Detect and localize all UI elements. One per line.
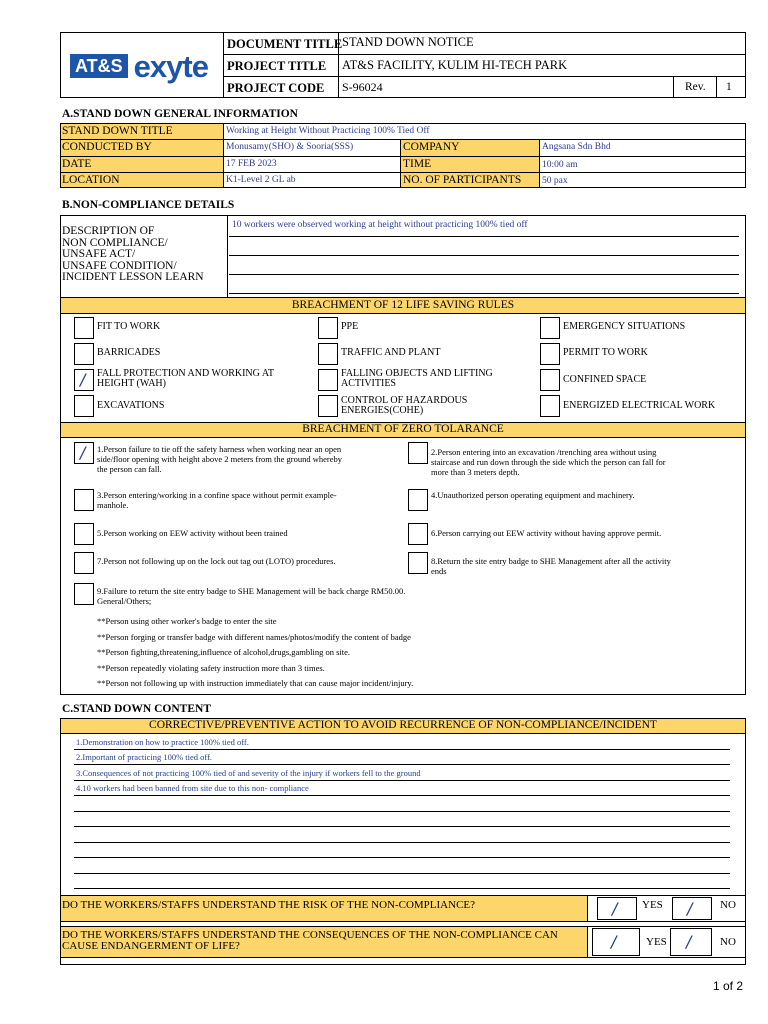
project-title-value: AT&S FACILITY, KULIM HI-TECH PARK — [342, 58, 568, 72]
company-value: Angsana Sdn Bhd — [542, 142, 611, 152]
action-item-4: 4.10 workers had been banned from site due to this non- compliance — [76, 783, 309, 793]
action-item-1: 1.Demonstration on how to practice 100% tied off. — [76, 737, 249, 747]
rule-label-excavations: EXCAVATIONS — [97, 400, 165, 411]
zero-item-9: 9.Failure to return the site entry badge to SHE Management will be back charge RM50.00. General/Others; — [97, 586, 406, 606]
q1-yes-label: YES — [642, 899, 663, 911]
zero-tolerance-header: BREACHMENT OF ZERO TOLARANCE — [302, 423, 504, 435]
action-item-2: 2.Important of practicing 100% tied off. — [76, 752, 213, 762]
zero-checkbox-9[interactable] — [74, 583, 94, 605]
rule-checkbox-falling-objects[interactable] — [318, 369, 338, 391]
rule-checkbox-eew[interactable] — [540, 395, 560, 417]
stand-down-title-label: STAND DOWN TITLE — [62, 125, 173, 137]
conducted-by-label: CONDUCTED BY — [62, 141, 152, 153]
zero-checkbox-3[interactable] — [74, 489, 94, 511]
rule-label-cohe: CONTROL OF HAZARDOUS ENERGIES(COHE) — [341, 395, 468, 416]
rule-checkbox-ppe[interactable] — [318, 317, 338, 339]
zero-item-3: 3.Person entering/working in a confine space without permit example- manhole. — [97, 490, 337, 510]
q1-no-label: NO — [720, 899, 736, 911]
rule-checkbox-emergency[interactable] — [540, 317, 560, 339]
exyte-logo: exyte — [133, 48, 208, 84]
zero-checkbox-4[interactable] — [408, 489, 428, 511]
zero-checkbox-7[interactable] — [74, 552, 94, 574]
rule-checkbox-confined-space[interactable] — [540, 369, 560, 391]
participants-value: 50 pax — [542, 176, 568, 186]
doc-title-label: DOCUMENT TITLE — [227, 37, 343, 51]
rule-label-confined-space: CONFINED SPACE — [563, 374, 647, 385]
rule-label-emergency: EMERGENCY SITUATIONS — [563, 321, 686, 332]
time-value: 10:00 am — [542, 160, 578, 170]
rule-label-ppe: PPE — [341, 321, 359, 332]
rule-checkbox-excavations[interactable] — [74, 395, 94, 417]
section-a-heading: A.STAND DOWN GENERAL INFORMATION — [62, 108, 298, 120]
location-value: K1-Level 2 GL ab — [226, 175, 296, 185]
rule-label-traffic: TRAFFIC AND PLANT — [341, 347, 441, 358]
q2-no-box[interactable]: / — [670, 928, 712, 956]
rule-label-permit: PERMIT TO WORK — [563, 347, 648, 358]
rule-checkbox-fall-protection[interactable]: / — [74, 369, 94, 391]
stand-down-title-value: Working at Height Without Practicing 100% Tied Off — [226, 126, 430, 136]
company-logo — [70, 48, 208, 84]
participants-label: NO. OF PARTICIPANTS — [403, 174, 522, 186]
list-item: **Person forging or transfer badge with different names/photos/modify the content of badge — [97, 631, 411, 642]
company-label: COMPANY — [403, 141, 460, 153]
zero-item-2: 2.Person entering into an excavation /trenching area without using staircase and run down through the side which the person can fall for more than 3 meters depth. — [431, 447, 666, 477]
rule-checkbox-cohe[interactable] — [318, 395, 338, 417]
section-c-heading: C.STAND DOWN CONTENT — [62, 703, 211, 715]
rule-label-eew: ENERGIZED ELECTRICAL WORK — [563, 400, 716, 411]
question-consequences: DO THE WORKERS/STAFFS UNDERSTAND THE CONSEQUENCES OF THE NON-COMPLIANCE CAN CAUSE ENDANGERMENT OF LIFE? — [62, 929, 558, 952]
corrective-action-header: CORRECTIVE/PREVENTIVE ACTION TO AVOID RECURRENCE OF NON-COMPLIANCE/INCIDENT — [149, 719, 657, 731]
section-b-heading: B.NON-COMPLIANCE DETAILS — [62, 199, 235, 211]
location-label: LOCATION — [62, 174, 120, 186]
life-saving-rules-header: BREACHMENT OF 12 LIFE SAVING RULES — [291, 299, 515, 311]
rule-label-falling-objects: FALLING OBJECTS AND LIFTING ACTIVITIES — [341, 368, 493, 389]
q2-no-label: NO — [720, 936, 736, 948]
zero-item-5: 5.Person working on EEW activity without been trained — [97, 528, 288, 538]
zero-item-4: 4.Unauthorized person operating equipment and machinery. — [431, 490, 635, 500]
q1-yes-box[interactable]: / — [597, 897, 637, 920]
list-item: **Person fighting,threatening,influence of alcohol,drugs,gambling on site. — [97, 647, 351, 657]
rule-label-barricades: BARRICADES — [97, 347, 161, 358]
rule-checkbox-permit[interactable] — [540, 343, 560, 365]
zero-item-7: 7.Person not following up on the lock out tag out (LOTO) procedures. — [97, 556, 336, 566]
rule-label-fit-to-work: FIT TO WORK — [97, 321, 161, 332]
description-label: DESCRIPTION OF NON COMPLIANCE/ UNSAFE ACT/ UNSAFE CONDITION/ INCIDENT LESSON LEARN — [62, 225, 204, 284]
zero-item-8: 8.Return the site entry badge to SHE Management after all the activity ends — [431, 556, 671, 576]
doc-title-value: STAND DOWN NOTICE — [342, 35, 474, 49]
zero-checkbox-8[interactable] — [408, 552, 428, 574]
description-value: 10 workers were observed working at height without practicing 100% tied off — [232, 220, 528, 230]
zero-checkbox-6[interactable] — [408, 523, 428, 545]
list-item: **Person repeatedly violating safety instruction more than 3 times. — [97, 662, 325, 673]
project-code-label: PROJECT CODE — [227, 81, 325, 95]
date-value: 17 FEB 2023 — [226, 159, 277, 169]
action-item-3: 3.Consequences of not practicing 100% tied of and severity of the injury if workers fell to the ground — [76, 768, 421, 778]
date-label: DATE — [62, 158, 92, 170]
ats-logo: AT&S — [70, 54, 128, 78]
list-item: **Person not following up with instruction immediately that can cause major incident/injury. — [97, 678, 414, 688]
q1-no-box[interactable]: / — [672, 897, 712, 920]
rule-label-fall-protection: FALL PROTECTION AND WORKING AT HEIGHT (WAH) — [97, 368, 275, 389]
conducted-by-value: Monusamy(SHO) & Sooria(SSS) — [226, 142, 354, 152]
rev-label: Rev. — [685, 81, 706, 93]
zero-item-6: 6.Person carrying out EEW activity without having approve permit. — [431, 528, 662, 538]
zero-checkbox-1[interactable]: / — [74, 442, 94, 464]
q2-yes-label: YES — [646, 936, 667, 948]
other-violations-list — [97, 614, 413, 692]
question-risk: DO THE WORKERS/STAFFS UNDERSTAND THE RISK OF THE NON-COMPLIANCE? — [62, 899, 476, 911]
list-item: **Person using other worker's badge to enter the site — [97, 616, 277, 626]
q2-yes-box[interactable]: / — [592, 928, 640, 956]
zero-checkbox-2[interactable] — [408, 442, 428, 464]
zero-item-1: 1.Person failure to tie off the safety harness when working near an open side/floor opening with height above 2 meters from the ground whereby the person can fall. — [97, 444, 343, 474]
rule-checkbox-barricades[interactable] — [74, 343, 94, 365]
time-label: TIME — [403, 158, 432, 170]
project-code-value: S-96024 — [342, 80, 383, 94]
page-number: 1 of 2 — [713, 979, 744, 993]
rule-checkbox-fit-to-work[interactable] — [74, 317, 94, 339]
zero-checkbox-5[interactable] — [74, 523, 94, 545]
project-title-label: PROJECT TITLE — [227, 59, 327, 73]
rev-value: 1 — [726, 81, 732, 93]
rule-checkbox-traffic[interactable] — [318, 343, 338, 365]
